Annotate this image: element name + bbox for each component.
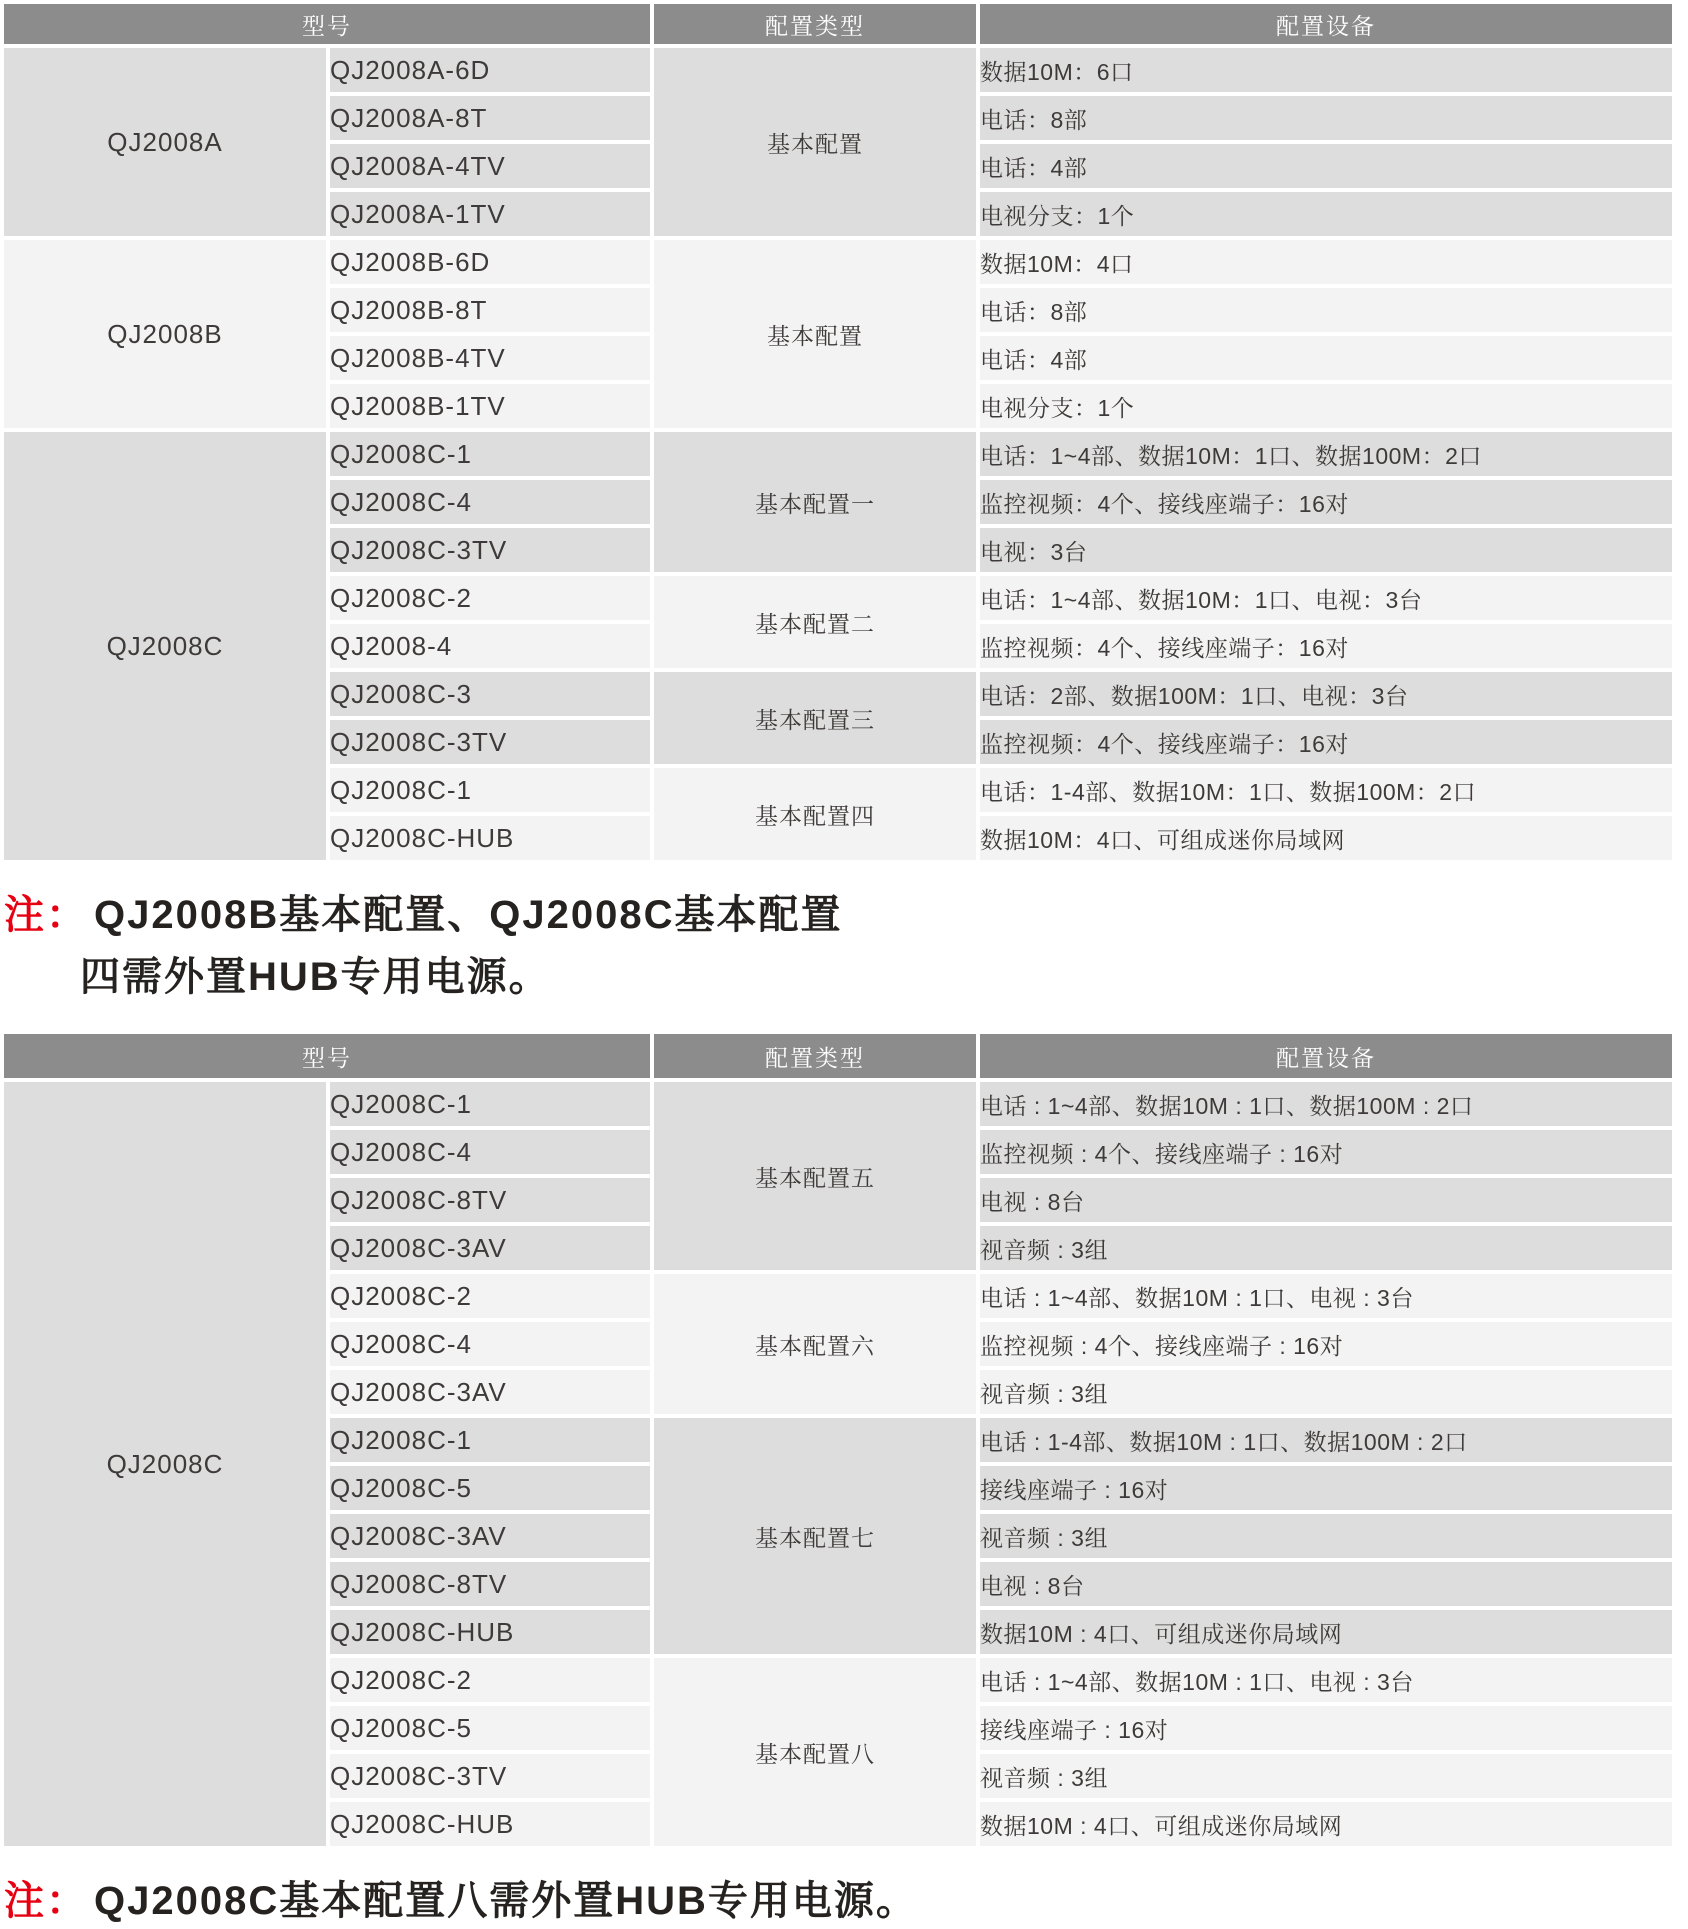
config-type-cell: 基本配置五	[654, 1082, 976, 1270]
config-type-cell: 基本配置	[654, 48, 976, 236]
model-group-cell: QJ2008C	[4, 1082, 326, 1846]
equipment-cell: 电话：2部、数据100M：1口、电视：3台	[980, 672, 1672, 716]
submodel-cell: QJ2008C-2	[330, 576, 650, 620]
submodel-cell: QJ2008C-3AV	[330, 1514, 650, 1558]
column-header-model: 型号	[4, 1034, 650, 1078]
equipment-cell: 视音频 : 3组	[980, 1754, 1672, 1798]
submodel-cell: QJ2008C-2	[330, 1274, 650, 1318]
equipment-cell: 电话：4部	[980, 144, 1672, 188]
table-row	[4, 432, 1672, 476]
submodel-cell: QJ2008C-8TV	[330, 1562, 650, 1606]
equipment-cell: 视音频 : 3组	[980, 1514, 1672, 1558]
equipment-cell: 电视分支：1个	[980, 384, 1672, 428]
submodel-cell: QJ2008C-4	[330, 480, 650, 524]
submodel-cell: QJ2008C-5	[330, 1466, 650, 1510]
submodel-cell: QJ2008C-4	[330, 1130, 650, 1174]
submodel-cell: QJ2008C-HUB	[330, 1802, 650, 1846]
equipment-cell: 接线座端子 : 16对	[980, 1706, 1672, 1750]
submodel-cell: QJ2008C-1	[330, 768, 650, 812]
note-1	[4, 884, 1688, 1008]
table-row	[4, 48, 1672, 92]
column-header-config-type: 配置类型	[654, 1034, 976, 1078]
submodel-cell: QJ2008A-8T	[330, 96, 650, 140]
equipment-cell: 视音频 : 3组	[980, 1370, 1672, 1414]
submodel-cell: QJ2008C-3TV	[330, 720, 650, 764]
equipment-cell: 电话：8部	[980, 288, 1672, 332]
submodel-cell: QJ2008C-4	[330, 1322, 650, 1366]
equipment-cell: 监控视频：4个、接线座端子：16对	[980, 720, 1672, 764]
table-2-header-row	[4, 1034, 1672, 1078]
equipment-cell: 电话：8部	[980, 96, 1672, 140]
equipment-cell: 数据10M : 4口、可组成迷你局域网	[980, 1610, 1672, 1654]
config-type-cell: 基本配置四	[654, 768, 976, 860]
equipment-cell: 数据10M：4口	[980, 240, 1672, 284]
submodel-cell: QJ2008C-5	[330, 1706, 650, 1750]
equipment-cell: 电话 : 1~4部、数据10M : 1口、电视 : 3台	[980, 1658, 1672, 1702]
table-row	[4, 240, 1672, 284]
column-header-model: 型号	[4, 4, 650, 44]
equipment-cell: 电视 : 8台	[980, 1178, 1672, 1222]
submodel-cell: QJ2008C-3AV	[330, 1370, 650, 1414]
model-group-cell: QJ2008A	[4, 48, 326, 236]
submodel-cell: QJ2008C-HUB	[330, 1610, 650, 1654]
config-type-cell: 基本配置三	[654, 672, 976, 764]
config-type-cell: 基本配置六	[654, 1274, 976, 1414]
equipment-cell: 监控视频：4个、接线座端子：16对	[980, 624, 1672, 668]
note-2-text: QJ2008C基本配置八需外置HUB专用电源。	[94, 1879, 918, 1923]
submodel-cell: QJ2008-4	[330, 624, 650, 668]
equipment-cell: 数据10M : 4口、可组成迷你局域网	[980, 1802, 1672, 1846]
submodel-cell: QJ2008C-1	[330, 1418, 650, 1462]
equipment-cell: 电话：1~4部、数据10M：1口、数据100M：2口	[980, 432, 1672, 476]
equipment-cell: 电视分支：1个	[980, 192, 1672, 236]
submodel-cell: QJ2008C-HUB	[330, 816, 650, 860]
config-table-2	[0, 1030, 1676, 1850]
note-1-prefix: 注：	[4, 893, 88, 937]
submodel-cell: QJ2008C-1	[330, 432, 650, 476]
submodel-cell: QJ2008C-3AV	[330, 1226, 650, 1270]
table-1-header-row	[4, 4, 1672, 44]
equipment-cell: 电话 : 1~4部、数据10M : 1口、电视 : 3台	[980, 1274, 1672, 1318]
equipment-cell: 视音频 : 3组	[980, 1226, 1672, 1270]
submodel-cell: QJ2008A-6D	[330, 48, 650, 92]
equipment-cell: 电话 : 1~4部、数据10M : 1口、数据100M : 2口	[980, 1082, 1672, 1126]
submodel-cell: QJ2008C-8TV	[330, 1178, 650, 1222]
equipment-cell: 电话：1-4部、数据10M：1口、数据100M：2口	[980, 768, 1672, 812]
submodel-cell: QJ2008C-3TV	[330, 528, 650, 572]
equipment-cell: 接线座端子 : 16对	[980, 1466, 1672, 1510]
submodel-cell: QJ2008B-1TV	[330, 384, 650, 428]
equipment-cell: 电视 : 8台	[980, 1562, 1672, 1606]
config-type-cell: 基本配置八	[654, 1658, 976, 1846]
submodel-cell: QJ2008C-3	[330, 672, 650, 716]
config-type-cell: 基本配置一	[654, 432, 976, 572]
submodel-cell: QJ2008B-6D	[330, 240, 650, 284]
equipment-cell: 电话：1~4部、数据10M：1口、电视：3台	[980, 576, 1672, 620]
model-group-cell: QJ2008B	[4, 240, 326, 428]
equipment-cell: 电话 : 1-4部、数据10M : 1口、数据100M : 2口	[980, 1418, 1672, 1462]
submodel-cell: QJ2008B-8T	[330, 288, 650, 332]
submodel-cell: QJ2008C-1	[330, 1082, 650, 1126]
config-table-1	[0, 0, 1676, 864]
note-2	[4, 1876, 1688, 1926]
column-header-config-type: 配置类型	[654, 4, 976, 44]
equipment-cell: 数据10M：4口、可组成迷你局域网	[980, 816, 1672, 860]
table-row	[4, 1082, 1672, 1126]
submodel-cell: QJ2008A-1TV	[330, 192, 650, 236]
equipment-cell: 数据10M：6口	[980, 48, 1672, 92]
submodel-cell: QJ2008C-2	[330, 1658, 650, 1702]
submodel-cell: QJ2008B-4TV	[330, 336, 650, 380]
submodel-cell: QJ2008C-3TV	[330, 1754, 650, 1798]
submodel-cell: QJ2008A-4TV	[330, 144, 650, 188]
config-type-cell: 基本配置	[654, 240, 976, 428]
equipment-cell: 监控视频 : 4个、接线座端子 : 16对	[980, 1130, 1672, 1174]
equipment-cell: 电话：4部	[980, 336, 1672, 380]
column-header-config-equipment: 配置设备	[980, 4, 1672, 44]
column-header-config-equipment: 配置设备	[980, 1034, 1672, 1078]
equipment-cell: 监控视频：4个、接线座端子：16对	[980, 480, 1672, 524]
model-group-cell: QJ2008C	[4, 432, 326, 860]
note-2-prefix: 注：	[4, 1879, 88, 1923]
note-1-text: QJ2008B基本配置、QJ2008C基本配置	[94, 893, 843, 937]
equipment-cell: 电视：3台	[980, 528, 1672, 572]
config-type-cell: 基本配置二	[654, 576, 976, 668]
note-1-line-2: 四需外置HUB专用电源。	[80, 955, 551, 999]
note-1-line-1	[4, 884, 1688, 946]
config-type-cell: 基本配置七	[654, 1418, 976, 1654]
equipment-cell: 监控视频 : 4个、接线座端子 : 16对	[980, 1322, 1672, 1366]
